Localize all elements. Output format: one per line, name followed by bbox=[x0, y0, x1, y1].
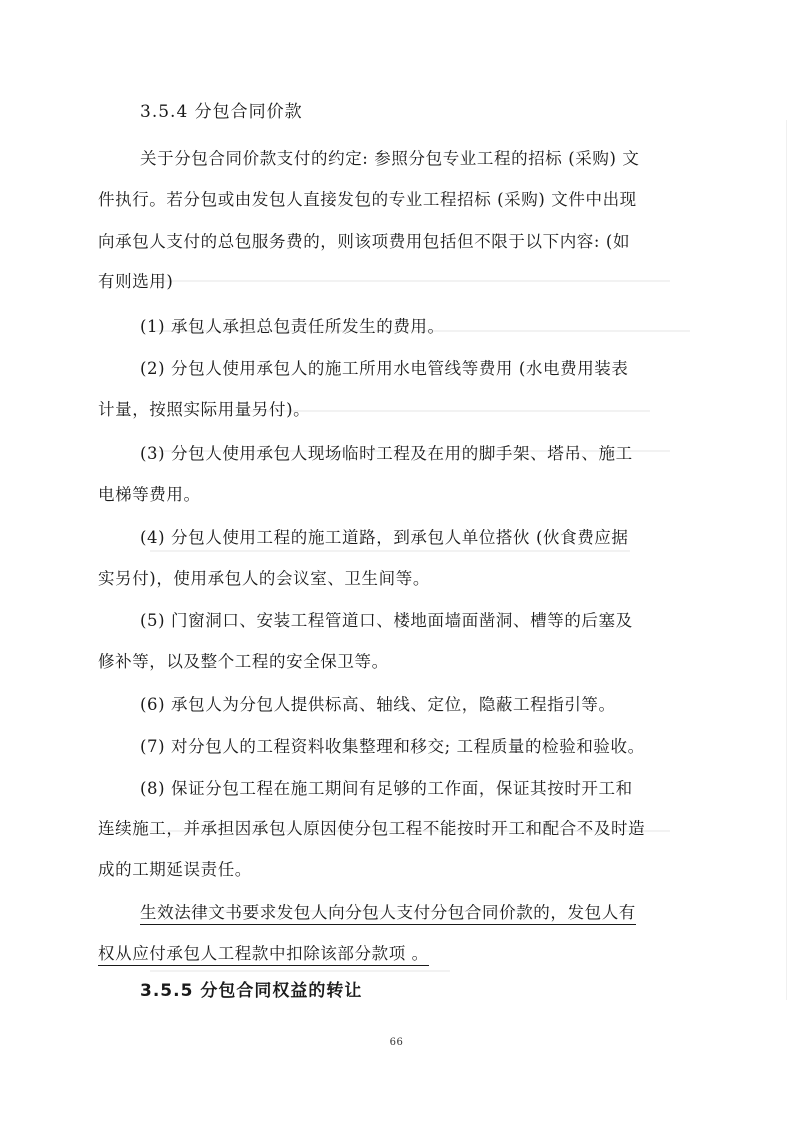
item-2-line-2: 计量，按照实际用量另付)。 bbox=[98, 400, 311, 419]
item-8-line-3: 成的工期延误责任。 bbox=[98, 860, 252, 879]
item-8-line-1: (8) 保证分包工程在施工期间有足够的工作面，保证其按时开工和 bbox=[140, 779, 633, 798]
item-7-line-1: (7) 对分包人的工程资料收集整理和移交; 工程质量的检验和验收。 bbox=[140, 737, 645, 756]
item-5-line-2: 修补等，以及整个工程的安全保卫等。 bbox=[98, 652, 389, 671]
item-4-line-2: 实另付)，使用承包人的会议室、卫生间等。 bbox=[98, 569, 430, 588]
item-2-line-1: (2) 分包人使用承包人的施工所用水电管线等费用 (水电费用装表 bbox=[140, 359, 629, 378]
item-3-line-1: (3) 分包人使用承包人现场临时工程及在用的脚手架、塔吊、施工 bbox=[140, 444, 633, 463]
intro-line-4: 有则选用) bbox=[98, 272, 174, 291]
section-heading-3-5-5: 3.5.5 分包合同权益的转让 bbox=[140, 981, 363, 1001]
item-8-line-2: 连续施工，并承担因承包人原因使分包工程不能按时开工和配合不及时造 bbox=[98, 819, 646, 838]
item-5-line-1: (5) 门窗洞口、安装工程管道口、楼地面墙面凿洞、槽等的后塞及 bbox=[140, 611, 633, 630]
section-heading-3-5-4: 3.5.4 分包合同价款 bbox=[140, 102, 303, 122]
page-number: 66 bbox=[389, 1037, 404, 1048]
item-1-line-1: (1) 承包人承担总包责任所发生的费用。 bbox=[140, 317, 445, 336]
item-3-line-2: 电梯等费用。 bbox=[98, 485, 201, 504]
page-edge-shadow bbox=[786, 120, 787, 1000]
legal-clause-line-2: 权从应付承包人工程款中扣除该部分款项 。 bbox=[98, 940, 429, 966]
intro-line-1: 关于分包合同价款支付的约定: 参照分包专业工程的招标 (采购) 文 bbox=[140, 149, 640, 168]
item-4-line-1: (4) 分包人使用工程的施工道路，到承包人单位搭伙 (伙食费应据 bbox=[140, 528, 629, 547]
legal-clause-line-1: 生效法律文书要求发包人向分包人支付分包合同价款的，发包人有 bbox=[140, 899, 636, 925]
item-6-line-1: (6) 承包人为分包人提供标高、轴线、定位，隐蔽工程指引等。 bbox=[140, 695, 616, 714]
intro-line-2: 件执行。若分包或由发包人直接发包的专业工程招标 (采购) 文件中出现 bbox=[98, 190, 637, 209]
intro-line-3: 向承包人支付的总包服务费的，则该项费用包括但不限于以下内容: (如 bbox=[98, 232, 631, 251]
